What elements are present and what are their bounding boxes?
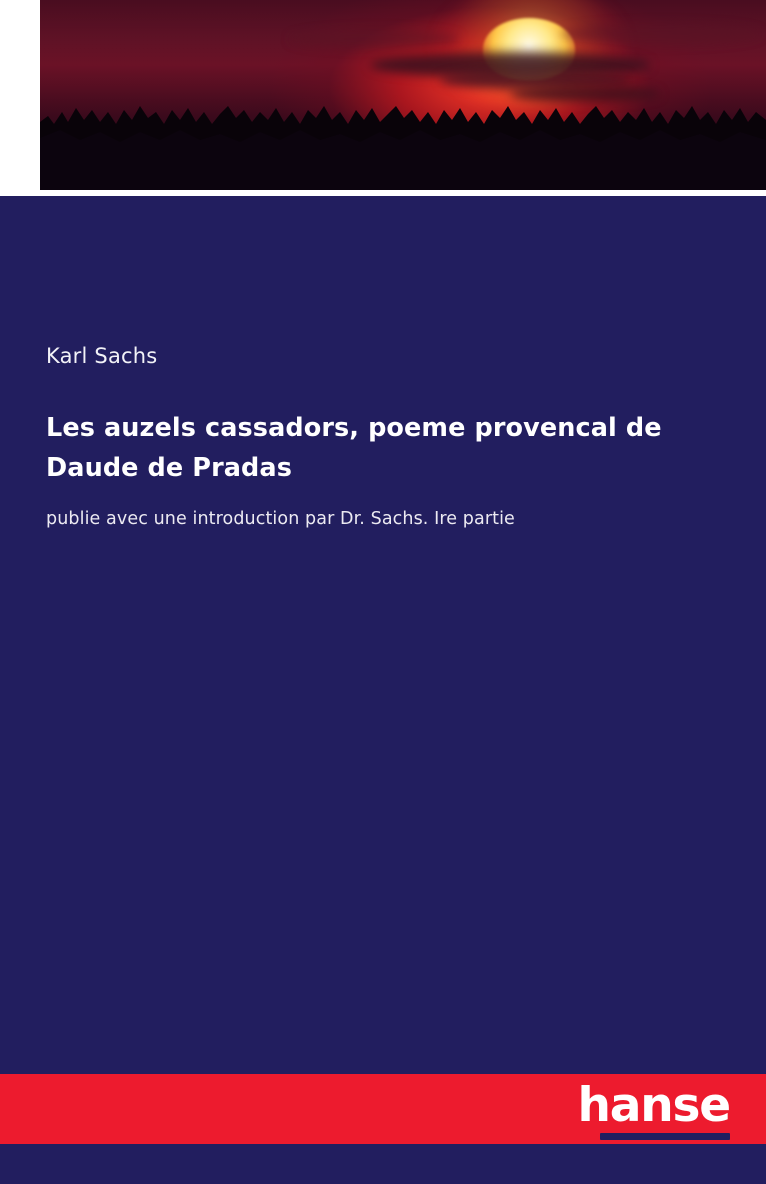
cloud-band bbox=[560, 24, 760, 44]
publisher-logo-text: hanse bbox=[577, 1078, 730, 1133]
author-name: Karl Sachs bbox=[46, 344, 158, 368]
cover-text-block bbox=[46, 342, 686, 532]
publisher-logo bbox=[577, 1078, 731, 1140]
book-subtitle: publie avec une introduction par Dr. Sachs. Ire partie bbox=[46, 509, 515, 529]
publisher-logo-underline bbox=[600, 1133, 730, 1140]
treeline-silhouette bbox=[40, 82, 766, 190]
cloud-band bbox=[290, 30, 460, 48]
cover-photo bbox=[40, 0, 766, 190]
book-title: Les auzels cassadors, poeme provencal de Daude de Pradas bbox=[46, 413, 662, 483]
